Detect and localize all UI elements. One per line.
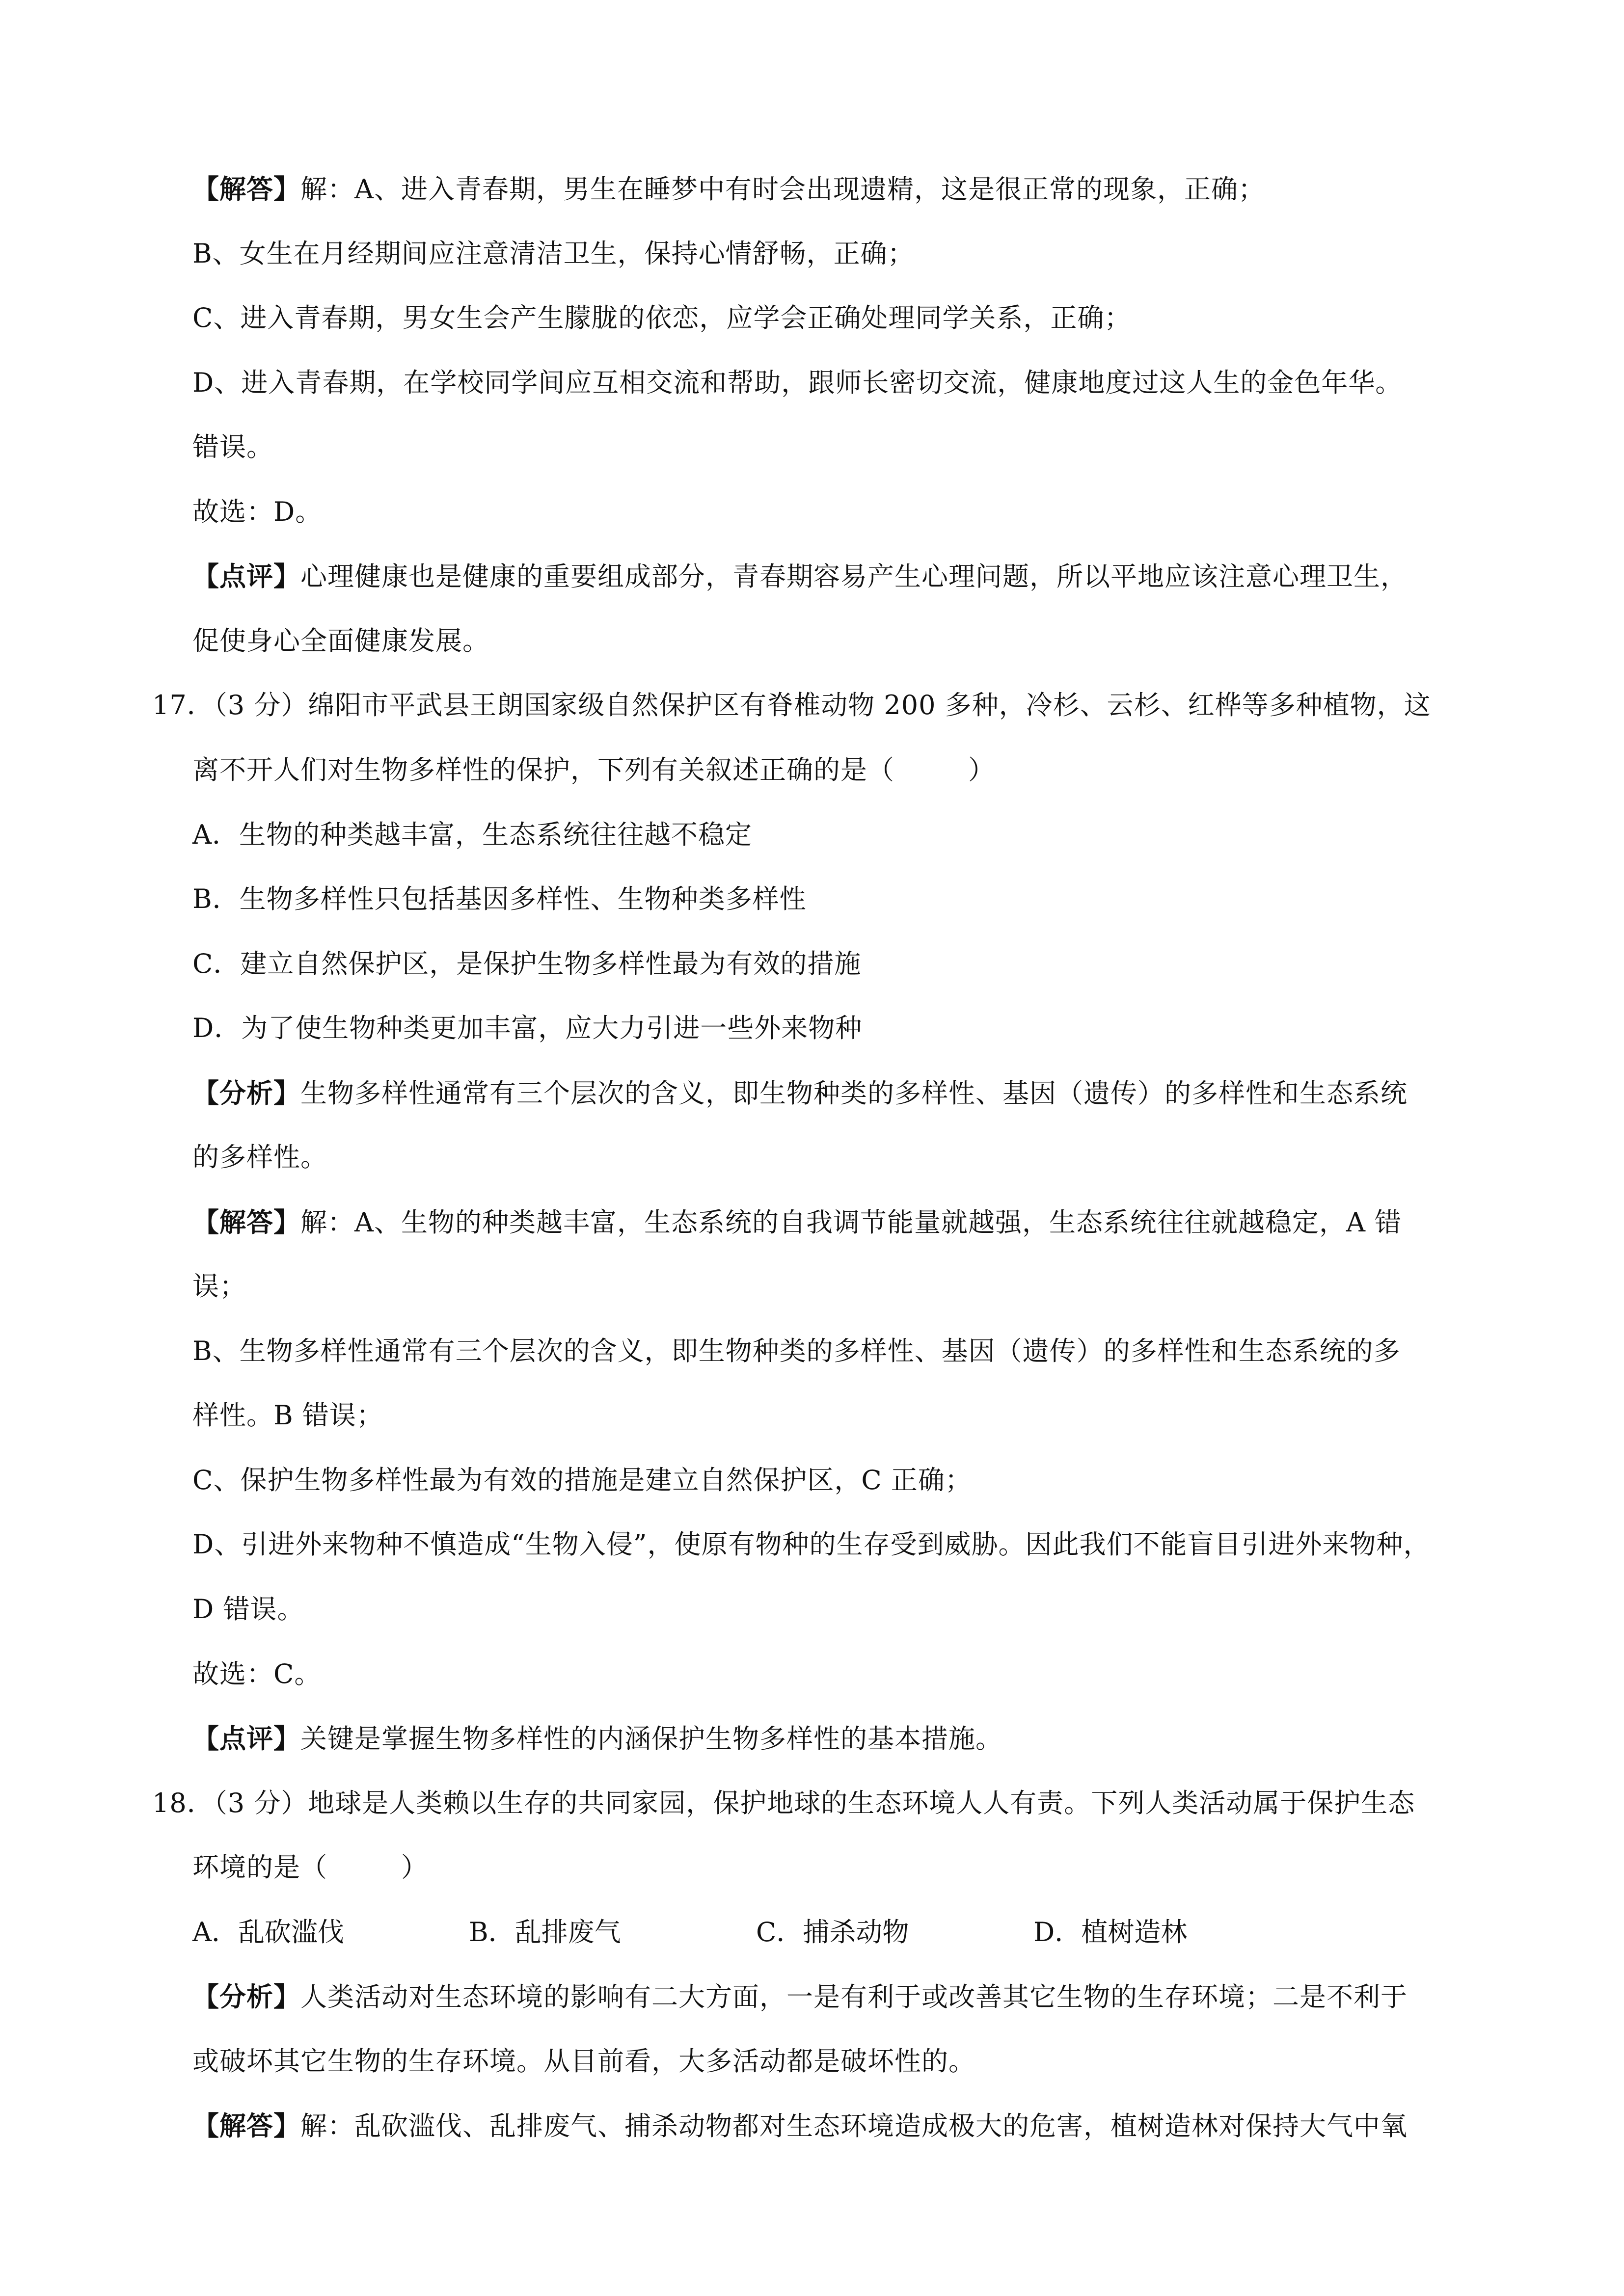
answer-line-d: D、引进外来物种不慎造成“生物入侵”，使原有物种的生存受到威胁。因此我们不能盲目引进外来物种， <box>192 1529 1431 1560</box>
question-score: （3 分） <box>214 690 308 721</box>
analysis-line-cont: 的多样性。 <box>192 1142 327 1173</box>
answer-line-c: C、保护生物多样性最为有效的措施是建立自然保护区，C 正确； <box>192 1465 972 1495</box>
analysis-tag: 【分析】 <box>192 1981 300 2012</box>
question-stem-cont: 离不开人们对生物多样性的保护，下列有关叙述正确的是（ <box>192 754 894 785</box>
answer-line-d-cont: 错误。 <box>192 431 273 462</box>
answer-tag: 【解答】 <box>192 173 300 205</box>
review-text: 心理健康也是健康的重要组成部分，青春期容易产生心理问题，所以平地应该注意心理卫生， <box>300 561 1407 592</box>
review-line <box>192 559 1407 594</box>
answer-line-b: B、生物多样性通常有三个层次的含义，即生物种类的多样性、基因（遗传）的多样性和生态系统的多 <box>192 1335 1401 1366</box>
question-stem-cont: 环境的是（ <box>192 1852 327 1883</box>
answer-line <box>192 172 1265 207</box>
analysis-text: 人类活动对生态环境的影响有二大方面，一是有利于或改善其它生物的生存环境；二是不利于 <box>300 1981 1407 2012</box>
option-a: A．乱砍滥伐 <box>192 1917 344 1948</box>
option-d: D．植树造林 <box>1033 1917 1188 1948</box>
answer-text: 解：A、生物的种类越丰富，生态系统的自我调节能量就越强，生态系统往往就越稳定，A 错 <box>300 1207 1402 1238</box>
analysis-line-cont: 或破坏其它生物的生存环境。从目前看，大多活动都是破坏性的。 <box>192 2046 975 2077</box>
question-stem-close: ） <box>968 754 995 785</box>
option-c: C．捕杀动物 <box>756 1917 909 1948</box>
question-18-stem <box>152 1786 1415 1820</box>
answer-line-b-cont: 样性。B 错误； <box>192 1400 383 1431</box>
question-stem-close: ） <box>401 1852 428 1883</box>
answer-line-d-cont: D 错误。 <box>192 1594 304 1625</box>
review-tag: 【点评】 <box>192 561 300 592</box>
question-score: （3 分） <box>214 1788 308 1818</box>
analysis-line <box>192 1979 1407 2014</box>
question-stem: 绵阳市平武县王朗国家级自然保护区有脊椎动物 200 多种，冷杉、云杉、红桦等多种植物，这 <box>308 690 1431 721</box>
analysis-tag: 【分析】 <box>192 1077 300 1109</box>
option-a: A．生物的种类越丰富，生态系统往往越不稳定 <box>192 819 752 850</box>
answer-text: 解：A、进入青春期，男生在睡梦中有时会出现遗精，这是很正常的现象，正确； <box>300 174 1265 205</box>
review-tag: 【点评】 <box>192 1723 300 1754</box>
question-stem: 地球是人类赖以生存的共同家园，保护地球的生态环境人人有责。下列人类活动属于保护生态 <box>308 1788 1415 1818</box>
answer-tag: 【解答】 <box>192 1206 300 1238</box>
question-number: 17． <box>152 690 214 721</box>
answer-line-d: D、进入青春期，在学校同学间应互相交流和帮助，跟师长密切交流，健康地度过这人生的金色年华。 <box>192 367 1403 398</box>
analysis-line <box>192 1076 1407 1111</box>
option-b: B．乱排废气 <box>469 1917 621 1948</box>
answer-line <box>192 2109 1407 2143</box>
answer-choice: 故选：C。 <box>192 1658 322 1689</box>
question-18-stem-cont <box>192 1850 428 1885</box>
answer-line-b: B、女生在月经期间应注意清洁卫生，保持心情舒畅，正确； <box>192 238 915 269</box>
question-number: 18． <box>152 1788 214 1818</box>
question-17-stem-cont <box>192 753 995 787</box>
review-line <box>192 1721 1002 1756</box>
option-c: C．建立自然保护区，是保护生物多样性最为有效的措施 <box>192 948 862 979</box>
answer-choice: 故选：D。 <box>192 496 323 527</box>
analysis-text: 生物多样性通常有三个层次的含义，即生物种类的多样性、基因（遗传）的多样性和生态系统 <box>300 1078 1407 1109</box>
answer-line-c: C、进入青春期，男女生会产生朦胧的依恋，应学会正确处理同学关系，正确； <box>192 302 1132 333</box>
review-line-cont: 促使身心全面健康发展。 <box>192 625 489 656</box>
answer-line <box>192 1205 1402 1240</box>
answer-text: 解：乱砍滥伐、乱排废气、捕杀动物都对生态环境造成极大的危害，植树造林对保持大气中氧 <box>300 2110 1407 2141</box>
review-text: 关键是掌握生物多样性的内涵保护生物多样性的基本措施。 <box>300 1723 1002 1754</box>
option-b: B．生物多样性只包括基因多样性、生物种类多样性 <box>192 883 807 914</box>
option-d: D．为了使生物种类更加丰富，应大力引进一些外来物种 <box>192 1013 863 1043</box>
answer-line-cont: 误； <box>192 1271 246 1302</box>
question-17-stem <box>152 688 1431 722</box>
answer-tag: 【解答】 <box>192 2110 300 2141</box>
